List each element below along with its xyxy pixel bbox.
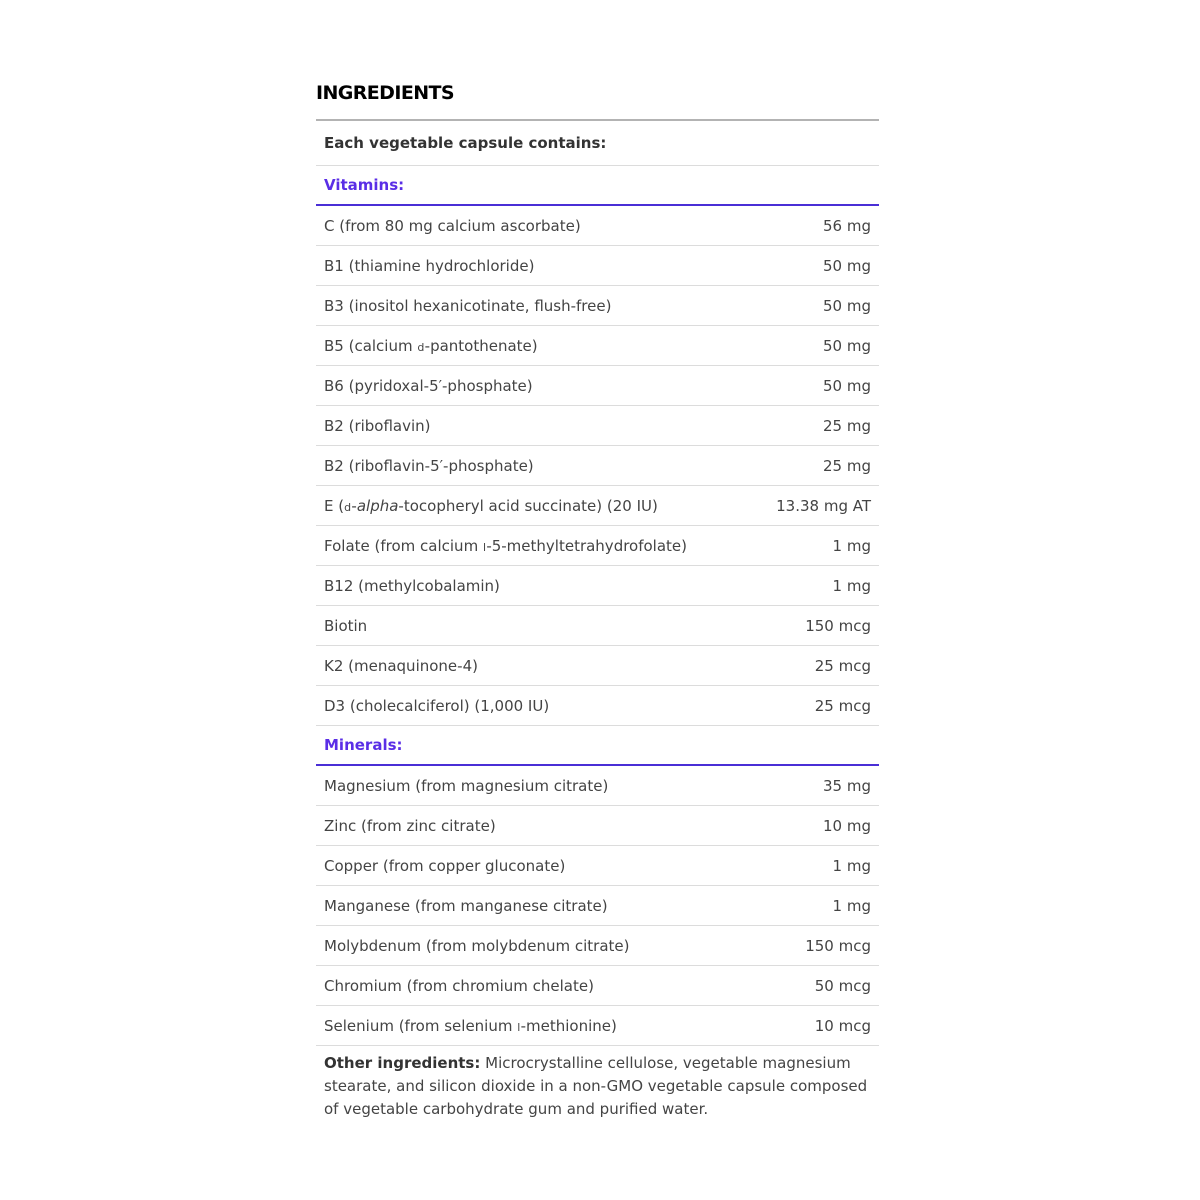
ingredient-row-vitamin-b2-riboflavin (316, 406, 879, 446)
ingredient-name: B1 (thiamine hydrochloride) (324, 256, 535, 275)
ingredient-row-vitamin-b6 (316, 366, 879, 406)
ingredient-name: Chromium (from chromium chelate) (324, 976, 594, 995)
ingredient-name: B6 (pyridoxal-5′-phosphate) (324, 376, 533, 395)
ingredient-name: B2 (riboflavin) (324, 416, 431, 435)
ingredient-row-chromium (316, 966, 879, 1006)
ingredient-row-vitamin-e (316, 486, 879, 526)
ingredient-row-folate (316, 526, 879, 566)
ingredient-row-vitamin-b12 (316, 566, 879, 606)
ingredient-name: E (d-alpha-tocopheryl acid succinate) (20 IU) (324, 496, 658, 515)
ingredient-row-selenium (316, 1006, 879, 1046)
ingredient-row-copper (316, 846, 879, 886)
ingredient-row-biotin (316, 606, 879, 646)
other-ingredients-text: Microcrystalline cellulose, vegetable magnesium stearate, and silicon dioxide in a non-GMO vegetable capsule composed of vegetable carbohydrate gum and purified water. (324, 1054, 868, 1118)
ingredient-row-vitamin-d3 (316, 686, 879, 726)
other-ingredients (316, 1046, 879, 1121)
ingredient-amount: 50 mg (823, 256, 871, 275)
ingredient-name: B3 (inositol hexanicotinate, flush-free) (324, 296, 612, 315)
ingredient-row-vitamin-b1 (316, 246, 879, 286)
capsule-intro (316, 121, 879, 166)
ingredient-name: Magnesium (from magnesium citrate) (324, 776, 609, 795)
capsule-intro-text: Each vegetable capsule contains: (324, 134, 607, 152)
ingredient-amount: 50 mcg (814, 976, 871, 995)
ingredient-amount: 35 mg (823, 776, 871, 795)
ingredient-amount: 1 mg (832, 536, 871, 555)
ingredient-amount: 50 mg (823, 296, 871, 315)
ingredient-row-vitamin-c (316, 206, 879, 246)
ingredient-name: D3 (cholecalciferol) (1,000 IU) (324, 696, 550, 715)
ingredient-amount: 25 mcg (814, 656, 871, 675)
ingredient-name: Molybdenum (from molybdenum citrate) (324, 936, 630, 955)
ingredient-name: Biotin (324, 616, 368, 635)
ingredient-row-vitamin-k2 (316, 646, 879, 686)
ingredient-amount: 150 mcg (805, 936, 871, 955)
page-title: INGREDIENTS (316, 82, 454, 104)
ingredient-name: Folate (from calcium l-5-methyltetrahydrofolate) (324, 536, 688, 555)
ingredient-amount: 10 mcg (814, 1016, 871, 1035)
ingredients-panel (316, 80, 879, 1121)
ingredient-name: B2 (riboflavin-5′-phosphate) (324, 456, 534, 475)
ingredient-row-vitamin-b5 (316, 326, 879, 366)
ingredient-row-zinc (316, 806, 879, 846)
section-minerals (316, 726, 879, 766)
section-heading-vitamins: Vitamins: (324, 176, 405, 194)
ingredient-row-manganese (316, 886, 879, 926)
ingredient-amount: 25 mg (823, 416, 871, 435)
ingredient-amount: 1 mg (832, 576, 871, 595)
ingredient-name: B12 (methylcobalamin) (324, 576, 500, 595)
ingredient-amount: 25 mcg (814, 696, 871, 715)
ingredient-amount: 50 mg (823, 376, 871, 395)
ingredient-amount: 50 mg (823, 336, 871, 355)
ingredient-amount: 25 mg (823, 456, 871, 475)
ingredient-row-vitamin-b3 (316, 286, 879, 326)
ingredient-amount: 1 mg (832, 856, 871, 875)
ingredient-name: K2 (menaquinone-4) (324, 656, 478, 675)
ingredient-amount: 56 mg (823, 216, 871, 235)
ingredient-name: Copper (from copper gluconate) (324, 856, 566, 875)
other-ingredients-label: Other ingredients: (324, 1054, 481, 1072)
ingredient-name: B5 (calcium d-pantothenate) (324, 336, 538, 355)
ingredient-name: C (from 80 mg calcium ascorbate) (324, 216, 581, 235)
ingredient-name: Zinc (from zinc citrate) (324, 816, 496, 835)
section-heading-minerals: Minerals: (324, 736, 403, 754)
ingredient-row-vitamin-b2-phosphate (316, 446, 879, 486)
ingredient-amount: 13.38 mg AT (776, 496, 871, 515)
ingredient-row-magnesium (316, 766, 879, 806)
ingredient-name: Manganese (from manganese citrate) (324, 896, 608, 915)
ingredient-amount: 150 mcg (805, 616, 871, 635)
ingredient-row-molybdenum (316, 926, 879, 966)
ingredient-amount: 1 mg (832, 896, 871, 915)
section-vitamins (316, 166, 879, 206)
ingredient-name: Selenium (from selenium l-methionine) (324, 1016, 617, 1035)
ingredient-amount: 10 mg (823, 816, 871, 835)
